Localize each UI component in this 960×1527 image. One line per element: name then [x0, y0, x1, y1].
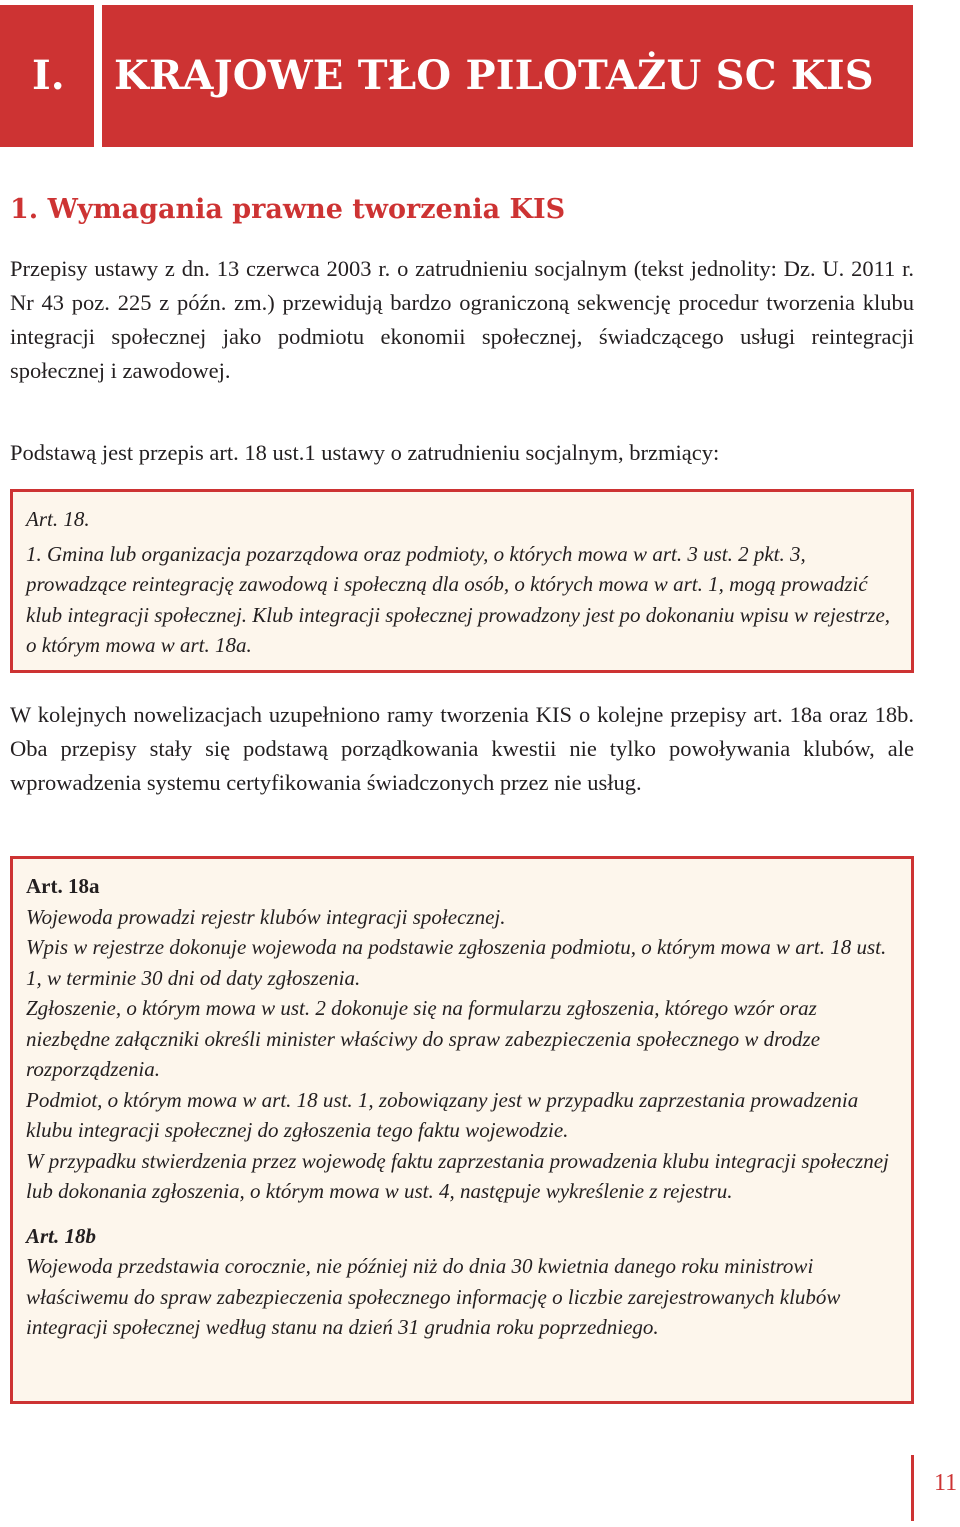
quote-box-art-18a-18b: [10, 856, 914, 1404]
art-18b-heading: Art. 18b: [26, 1223, 97, 1248]
chapter-number: I.: [0, 5, 94, 147]
art-18a-line: Zgłoszenie, o którym mowa w ust. 2 dokonuje się na formularzu zgłoszenia, którego wzór oraz niezbędne załączniki określi minister właściwy do spraw zabezpieczenia społecznego w drodze rozporządzenia.: [26, 996, 821, 1081]
amendments-paragraph: W kolejnych nowelizacjach uzupełniono ramy tworzenia KIS o kolejne przepisy art. 18a oraz 18b. Oba przepisy stały się podstawą porządkowania kwestii nie tylko powoływania klubów, ale wprowadzenia systemu certyfikowania świadczonych przez nie usług.: [10, 702, 914, 795]
art-18a-line: Wpis w rejestrze dokonuje wojewoda na podstawie zgłoszenia podmiotu, o którym mowa w art. 18 ust. 1, w terminie 30 dni od daty zgłoszenia.: [26, 935, 887, 990]
art-18b-text: Wojewoda przedstawia corocznie, nie później niż do dnia 30 kwietnia danego roku ministrowi właściwemu do spraw zabezpieczenia społecznego informację o liczbie zarejestrowanych klubów integracji społecznej według stanu na dzień 31 grudnia roku poprzedniego.: [26, 1254, 841, 1339]
page-number-rule: [911, 1455, 914, 1521]
section-title: 1. Wymagania prawne tworzenia KIS: [10, 194, 566, 225]
quote-box-art-18: [10, 489, 914, 673]
chapter-title: KRAJOWE TŁO PILOTAŻU SC KIS: [102, 5, 913, 147]
art-18a-heading: Art. 18a: [26, 874, 100, 898]
art-18-heading: Art. 18.: [26, 507, 90, 531]
art-18a-line: W przypadku stwierdzenia przez wojewodę faktu zaprzestania prowadzenia klubu integracji społecznej lub dokonania zgłoszenia, o którym mowa w ust. 4, następuje wykreślenie z rejestru.: [26, 1148, 889, 1203]
basis-paragraph: Podstawą jest przepis art. 18 ust.1 ustawy o zatrudnieniu socjalnym, brzmiący:: [10, 440, 720, 465]
art-18-text: 1. Gmina lub organizacja pozarządowa oraz podmioty, o których mowa w art. 3 ust. 2 pkt. 3, prowadzące reintegrację zawodową i społeczną dla osób, o których mowa w art. 1, mogą prowadzić klub integracji społecznej. Klub integracji społecznej prowadzony jest po dokonaniu wpisu w rejestrze, o którym mowa w art. 18a.: [26, 541, 891, 657]
art-18a-line: Wojewoda prowadzi rejestr klubów integracji społecznej.: [26, 904, 506, 929]
art-18a-line: Podmiot, o którym mowa w art. 18 ust. 1, zobowiązany jest w przypadku zaprzestania prowadzenia klubu integracji społecznej do zgłoszenia tego faktu wojewodzie.: [26, 1087, 859, 1142]
page-number: 11: [934, 1470, 958, 1496]
intro-paragraph: Przepisy ustawy z dn. 13 czerwca 2003 r. o zatrudnieniu socjalnym (tekst jednolity: Dz. U. 2011 r. Nr 43 poz. 225 z późn. zm.) przewidują bardzo ograniczoną sekwencję procedur tworzenia klubu integracji społecznej jako podmiotu ekonomii społecznej, świadczącego usługi reintegracji społecznej i zawodowej.: [10, 256, 914, 383]
